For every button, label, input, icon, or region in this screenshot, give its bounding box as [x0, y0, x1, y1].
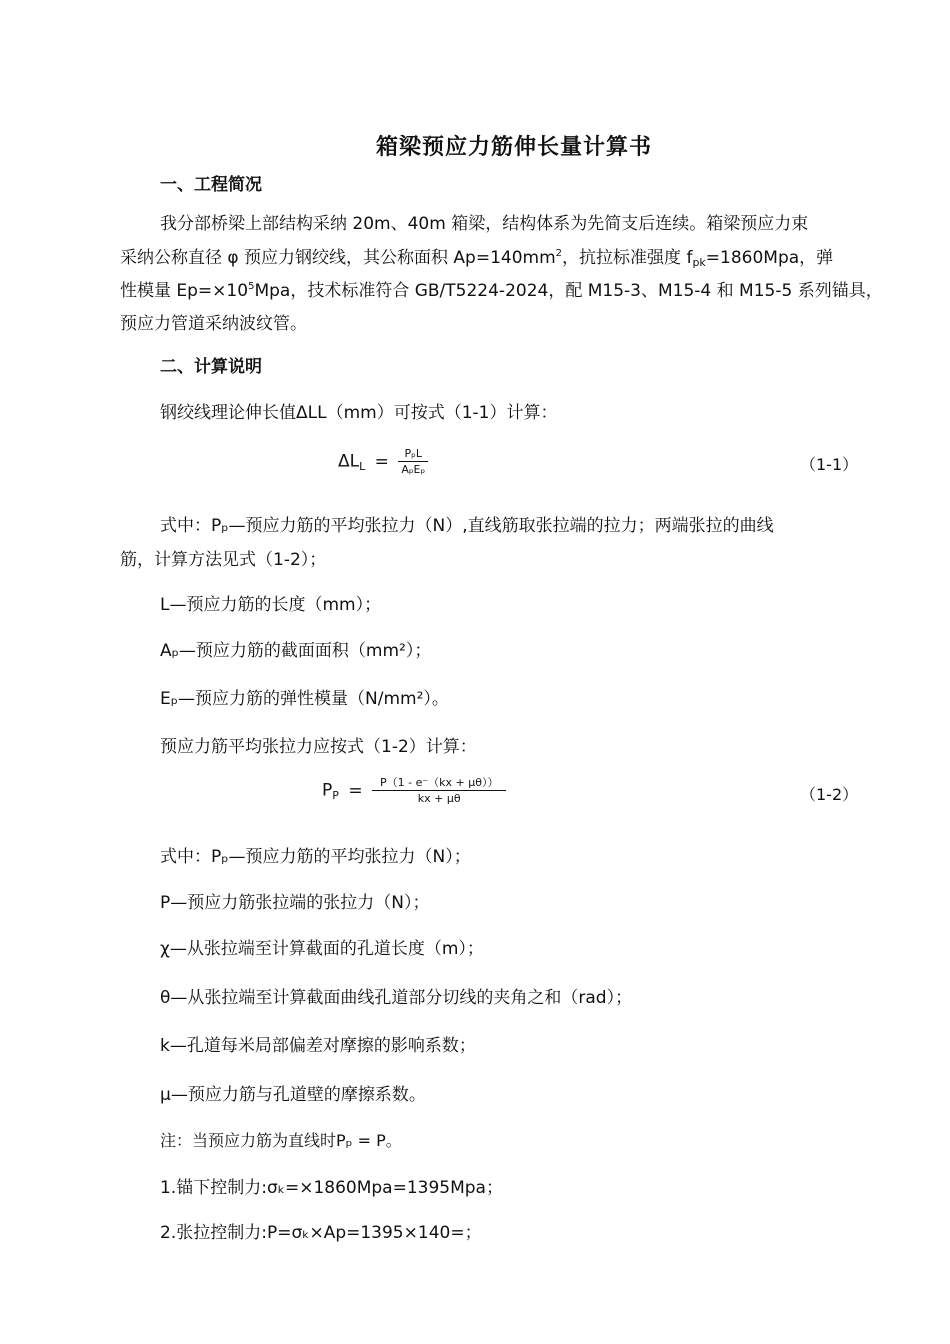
overview-line-2-c: ，抗拉标准强度 f	[562, 248, 693, 268]
def-x: χ—从张拉端至计算截面的孔道长度（m）；	[160, 939, 484, 959]
document-title: 箱梁预应力筋伸长量计算书	[375, 135, 652, 160]
eq1-numerator: PₚL	[398, 446, 428, 462]
def-length: L—预应力筋的长度（mm）；	[160, 595, 382, 615]
eq2-lhs: P	[322, 780, 333, 801]
item-1: 1.锚下控制力:σₖ=×1860Mpa=1395Mpa；	[160, 1178, 503, 1198]
eq1-fraction	[398, 446, 428, 477]
overview-line-4: 预应力管道采纳波纹管。	[120, 314, 307, 334]
eq1-denominator: AₚEₚ	[401, 463, 426, 476]
overview-line-2-e: =1860Mpa，弹	[705, 248, 834, 268]
overview-line-3	[120, 276, 883, 301]
eq2-numerator: P（1 - e⁻（kx + μθ））	[372, 775, 507, 791]
def-modulus: Eₚ—预应力筋的弹性模量（N/mm²）。	[160, 689, 449, 709]
overview-line-2-sup: 2	[555, 248, 563, 259]
overview-line-2	[120, 243, 833, 268]
eq2-fraction	[372, 775, 507, 806]
eq2-lhs-sub: P	[332, 788, 339, 802]
note: 注：当预应力筋为直线时Pₚ = P。	[160, 1131, 402, 1150]
eq2-denominator: kx + μθ	[417, 792, 461, 805]
def-mu: μ—预应力筋与孔道壁的摩擦系数。	[160, 1085, 426, 1105]
overview-line-2-sub: pk	[692, 256, 706, 269]
def-pp-avg: 式中：Pₚ—预应力筋的平均张拉力（N）；	[160, 847, 471, 867]
eq1-number: （1-1）	[800, 455, 859, 474]
overview-line-2-a: 采纳公称直径 φ 预应力钢绞线，其公称面积 Ap=140mm	[120, 248, 556, 268]
def-p: P—预应力筋张拉端的张拉力（N）；	[160, 893, 430, 913]
overview-line-3-c: Mpa，技术标准符合 GB/T5224-2024，配 M15-3、M15-4 和 M15-5 系列锚具，	[254, 281, 883, 301]
overview-line-3-a: 性模量 Ep=×10	[120, 281, 249, 301]
eq2-number: （1-2）	[800, 785, 859, 804]
eq1-equals: =	[374, 451, 389, 472]
eq1-lhs: ΔL	[338, 451, 360, 472]
section-heading-overview: 一、工程简况	[160, 175, 262, 195]
eq2-equals: =	[348, 780, 363, 801]
section-heading-calc: 二、计算说明	[160, 357, 262, 377]
def-pp-line-2: 筋，计算方法见式（1-2）；	[120, 550, 327, 570]
item-2: 2.张拉控制力:P=σₖ×Ap=1395×140=；	[160, 1223, 482, 1243]
overview-line-3-sup: 5	[248, 281, 255, 292]
def-k: k—孔道每米局部偏差对摩擦的影响系数；	[160, 1036, 476, 1056]
def-theta: θ—从张拉端至计算截面曲线孔道部分切线的夹角之和（rad）；	[160, 988, 633, 1008]
equation-1-1	[338, 446, 428, 477]
equation-1-2	[322, 775, 506, 806]
calc-intro: 钢绞线理论伸长值ΔLL（mm）可按式（1-1）计算：	[160, 403, 558, 423]
eq1-lhs-sub: L	[359, 459, 366, 473]
def-area: Aₚ—预应力筋的截面面积（mm²）；	[160, 641, 432, 661]
calc-intro-2: 预应力筋平均张拉力应按式（1-2）计算：	[160, 737, 477, 757]
overview-line-1: 我分部桥梁上部结构采纳 20m、40m 箱梁，结构体系为先简支后连续。箱梁预应力束	[160, 214, 809, 234]
def-pp-line-1: 式中：Pₚ—预应力筋的平均张拉力（N）,直线筋取张拉端的拉力；两端张拉的曲线	[160, 516, 774, 536]
